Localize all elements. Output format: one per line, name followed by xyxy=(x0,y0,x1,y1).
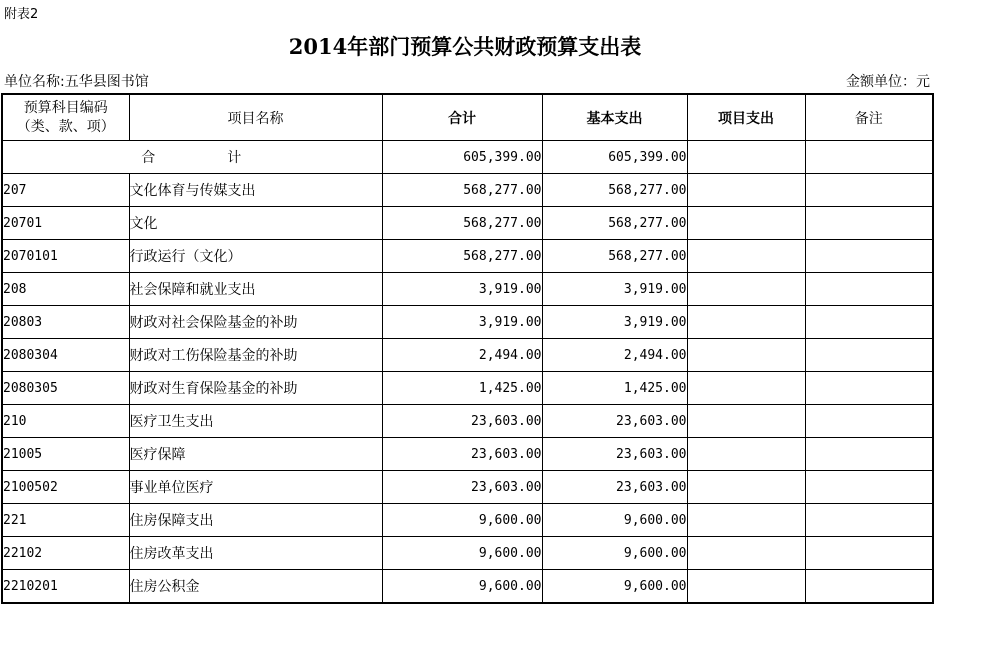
row-basic: 3,919.00 xyxy=(542,273,687,306)
table-row xyxy=(2,207,933,240)
total-label-a: 合 xyxy=(141,150,158,166)
row-project xyxy=(687,339,805,372)
row-code: 2070101 xyxy=(2,240,129,273)
row-note xyxy=(805,273,933,306)
page-title: 2014年部门预算公共财政预算支出表 xyxy=(288,34,642,59)
row-name: 事业单位医疗 xyxy=(129,471,382,504)
row-note xyxy=(805,471,933,504)
row-code: 207 xyxy=(2,174,129,207)
unit-name-label: 单位名称:五华县图书馆 xyxy=(4,74,149,90)
row-name: 文化体育与传媒支出 xyxy=(129,174,382,207)
row-total: 9,600.00 xyxy=(382,537,542,570)
row-note xyxy=(805,405,933,438)
row-name: 住房保障支出 xyxy=(129,504,382,537)
row-project xyxy=(687,471,805,504)
row-name: 社会保障和就业支出 xyxy=(129,273,382,306)
row-code: 2080305 xyxy=(2,372,129,405)
row-basic: 9,600.00 xyxy=(542,504,687,537)
row-name: 住房公积金 xyxy=(129,570,382,604)
row-code: 20803 xyxy=(2,306,129,339)
row-name: 文化 xyxy=(129,207,382,240)
row-basic: 568,277.00 xyxy=(542,174,687,207)
table-row xyxy=(2,306,933,339)
row-basic: 9,600.00 xyxy=(542,537,687,570)
row-basic: 568,277.00 xyxy=(542,240,687,273)
row-total: 3,919.00 xyxy=(382,306,542,339)
row-name: 医疗卫生支出 xyxy=(129,405,382,438)
row-code: 20701 xyxy=(2,207,129,240)
row-name: 财政对生育保险基金的补助 xyxy=(129,372,382,405)
row-code: 221 xyxy=(2,504,129,537)
row-name: 财政对工伤保险基金的补助 xyxy=(129,339,382,372)
row-total: 2,494.00 xyxy=(382,339,542,372)
row-name: 行政运行（文化） xyxy=(129,240,382,273)
row-total: 9,600.00 xyxy=(382,504,542,537)
row-total: 568,277.00 xyxy=(382,174,542,207)
row-project xyxy=(687,504,805,537)
row-total: 568,277.00 xyxy=(382,240,542,273)
table-row xyxy=(2,471,933,504)
row-basic: 23,603.00 xyxy=(542,438,687,471)
row-name: 医疗保障 xyxy=(129,438,382,471)
total-label-b: 计 xyxy=(227,150,244,166)
header-note: 备注 xyxy=(805,94,933,141)
row-project xyxy=(687,273,805,306)
total-note xyxy=(805,141,933,174)
row-note xyxy=(805,339,933,372)
total-basic: 605,399.00 xyxy=(542,141,687,174)
header-basic: 基本支出 xyxy=(542,94,687,141)
table-row xyxy=(2,174,933,207)
table-row xyxy=(2,570,933,604)
table-row xyxy=(2,339,933,372)
row-code: 2100502 xyxy=(2,471,129,504)
row-basic: 1,425.00 xyxy=(542,372,687,405)
currency-unit-label: 金额单位：元 xyxy=(846,74,930,90)
row-note xyxy=(805,207,933,240)
row-code: 208 xyxy=(2,273,129,306)
row-basic: 2,494.00 xyxy=(542,339,687,372)
total-project xyxy=(687,141,805,174)
row-note xyxy=(805,372,933,405)
row-note xyxy=(805,504,933,537)
row-basic: 3,919.00 xyxy=(542,306,687,339)
row-basic: 9,600.00 xyxy=(542,570,687,604)
row-code: 2210201 xyxy=(2,570,129,604)
row-code: 21005 xyxy=(2,438,129,471)
header-code-line2: （类、款、项） xyxy=(16,118,115,135)
row-project xyxy=(687,537,805,570)
row-project xyxy=(687,207,805,240)
table-row xyxy=(2,504,933,537)
header-code-line1: 预算科目编码 xyxy=(23,99,108,116)
row-total: 23,603.00 xyxy=(382,405,542,438)
row-note xyxy=(805,306,933,339)
row-note xyxy=(805,240,933,273)
row-code: 2080304 xyxy=(2,339,129,372)
table-row xyxy=(2,438,933,471)
row-project xyxy=(687,174,805,207)
row-total: 9,600.00 xyxy=(382,570,542,604)
table-row xyxy=(2,537,933,570)
total-row xyxy=(2,141,933,174)
row-project xyxy=(687,372,805,405)
row-project xyxy=(687,306,805,339)
row-name: 住房改革支出 xyxy=(129,537,382,570)
header-code xyxy=(2,94,129,141)
header-total: 合计 xyxy=(382,94,542,141)
header-name: 项目名称 xyxy=(129,94,382,141)
row-note xyxy=(805,174,933,207)
table-row xyxy=(2,405,933,438)
row-total: 23,603.00 xyxy=(382,438,542,471)
table-row xyxy=(2,273,933,306)
table-header-row xyxy=(2,94,933,141)
row-total: 568,277.00 xyxy=(382,207,542,240)
total-amount: 605,399.00 xyxy=(382,141,542,174)
row-project xyxy=(687,240,805,273)
row-basic: 568,277.00 xyxy=(542,207,687,240)
table-row xyxy=(2,240,933,273)
row-name: 财政对社会保险基金的补助 xyxy=(129,306,382,339)
total-label xyxy=(2,141,382,174)
row-code: 22102 xyxy=(2,537,129,570)
budget-table xyxy=(1,93,934,604)
row-note xyxy=(805,537,933,570)
row-basic: 23,603.00 xyxy=(542,405,687,438)
row-total: 23,603.00 xyxy=(382,471,542,504)
row-project xyxy=(687,405,805,438)
row-note xyxy=(805,438,933,471)
table-row xyxy=(2,372,933,405)
row-project xyxy=(687,438,805,471)
row-note xyxy=(805,570,933,604)
row-code: 210 xyxy=(2,405,129,438)
header-project: 项目支出 xyxy=(687,94,805,141)
row-project xyxy=(687,570,805,604)
row-total: 1,425.00 xyxy=(382,372,542,405)
row-basic: 23,603.00 xyxy=(542,471,687,504)
row-total: 3,919.00 xyxy=(382,273,542,306)
annex-label: 附表2 xyxy=(4,7,39,22)
